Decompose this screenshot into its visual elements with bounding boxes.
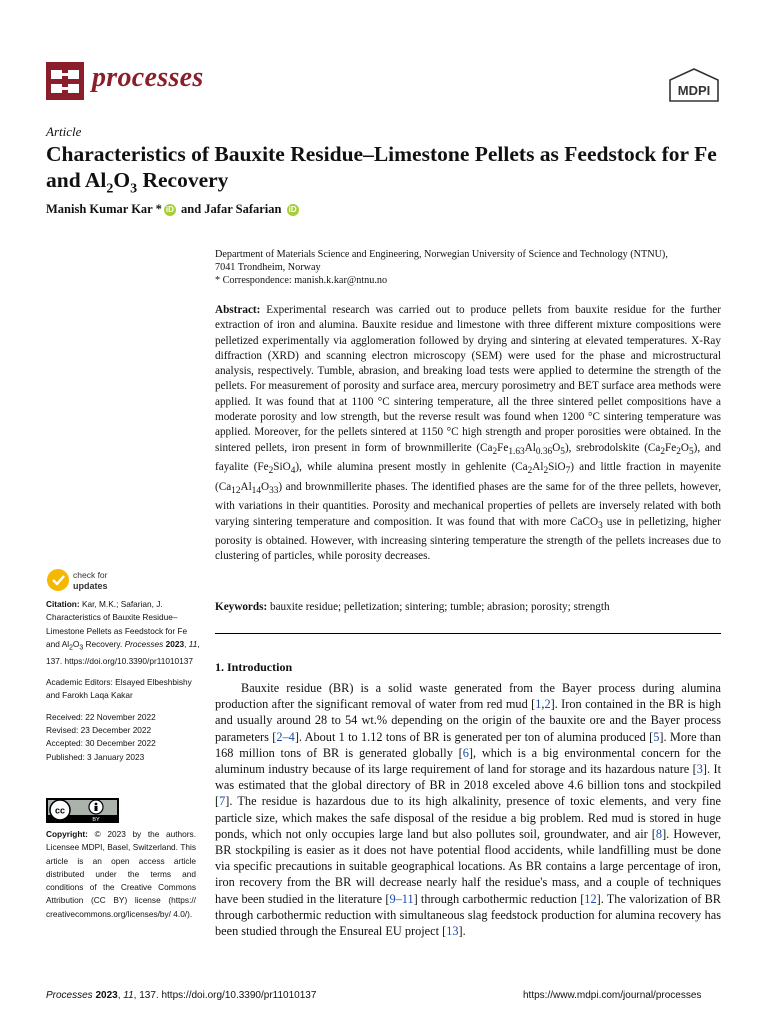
paper-title: Characteristics of Bauxite Residue–Limestone Pellets as Feedstock for Fe and $Al_2O_3$ Recovery: [46, 142, 717, 197]
section-heading: 1. Introduction: [215, 660, 293, 674]
orcid-icon[interactable]: iD: [165, 205, 174, 214]
revised-date: Revised: 23 December 2022: [46, 725, 152, 736]
ref-link[interactable]: 3: [696, 762, 703, 777]
publisher-name: MDPI: [677, 83, 711, 98]
citation: Citation: Kar, M.K.; Safarian, J. Characteristics of Bauxite Residue–Limestone Pellets as Feedstock for Fe and $Al_2O_3$ Recovery. Processes 2023, 11, 137. https://doi.org/10.3390/pr11010137: [46, 599, 200, 666]
updates-line-2: updates: [73, 581, 108, 591]
cc-by-license-badge[interactable]: [46, 798, 119, 823]
author-1[interactable]: Manish Kumar Kar *: [46, 202, 162, 216]
accepted-date: Accepted: 30 December 2022: [46, 738, 156, 749]
updates-line-1: check for: [73, 570, 108, 580]
keywords: Keywords: bauxite residue; pelletization; sintering; tumble; abrasion; porosity; strength: [215, 601, 610, 613]
academic-editors: Academic Editors: Elsayed Elbeshbishy and Farokh Laqa Kakar: [46, 677, 192, 701]
copyright-notice: Copyright: © 2023 by the authors. Licensee MDPI, Basel, Switzerland. This article is an open access article distributed under the terms and conditions of the Creative Commons Attribution (CC BY) license (https:// creativecommons.org/licenses/by/ 4.0/).: [46, 829, 196, 919]
mdpi-logo: [667, 68, 721, 102]
orcid-icon[interactable]: iD: [288, 205, 297, 214]
ref-link[interactable]: 6: [462, 745, 469, 760]
ref-link[interactable]: 13: [446, 924, 459, 939]
ref-link[interactable]: 5: [653, 729, 660, 744]
svg-text:cc: cc: [54, 805, 66, 816]
ref-link[interactable]: 12: [584, 891, 597, 906]
footer-citation: Processes 2023, 11, 137. https://doi.org/10.3390/pr11010137: [46, 990, 317, 1001]
ref-link[interactable]: 2: [544, 697, 551, 712]
article-info-sidebar: [46, 598, 201, 764]
abstract: Abstract: Experimental research was carried out to produce pellets from bauxite residue for the further extraction of iron and alumina. Bauxite residue and limestone with three different mixture compositions were pelletized experimentally via agglomeration followed by drying and sintering at elevated temperatures. X-Ray diffraction (XRD) and scanning electron microscopy (SEM) were used for the phase and microstructural analysis, respectively. Tumble, abrasion, and breaking load tests were applied to determine the strength of the pellets. For measurement of porosity and surface area, mercury porosimetry and BET surface area methods were applied. It was found that at 1100 °C sintering temperature, all the three sintered pellet compositions have a moderate porosity and low strength, but the reverse result was found when 1200 °C sintering temperature was applied. Moreover, for the pellets sintered at 1150 °C high strength and proper porosities were obtained. In the sintered pellets, iron present in form of brownmillerite $(Ca_2Fe_{1.63}Al_{0.36}O_5)$, srebrodolskite $(Ca_2Fe_2O_5)$, and fayalite $(Fe_2SiO_4)$, while alumina present mostly in gehlenite $(Ca_2Al_2SiO_7)$ and little fraction in mayenite $(Ca_{12}Al_{14}O_{33})$ and brownmillerite phases. The identified phases are the same for of the three pellets, however, with variations in their quantities. Porosity and mechanical properties of pellets are inversely related with both varying sintering temperature and composition. It was found that with more CaCO$_3$ use in pelletizing, higher porosity is obtained. However, with increasing sintering temperature the strength of the pellets increases due to clustering of particles, while porosity decreases.: [215, 304, 721, 563]
check-for-updates-badge[interactable]: [46, 567, 166, 593]
ref-link[interactable]: 2–4: [276, 729, 295, 744]
received-date: Received: 22 November 2022: [46, 711, 156, 722]
svg-text:BY: BY: [92, 817, 100, 823]
ref-link[interactable]: 7: [219, 794, 226, 809]
ref-link[interactable]: 8: [655, 826, 663, 841]
article-type: Article: [46, 124, 82, 139]
introduction-body: Bauxite residue (BR) is a solid waste generated from the Bayer process during alumina production after the significant removal of water from red mud [1,2]. Iron contained in the BR is high and usually around 28 to 54 wt.% depending on the origin of the bauxite ore and the Bayer process parameters [2–4]. About 1 to 1.12 tons of BR is generated per ton of alumina produced [5]. More than 168 million tons of BR is generated globally [6], which is a big environmental concern for the aluminum industry because of its large requirement of land for storage and its hazardous nature [3]. It was estimated that the global directory of BR in 2018 exceled above 4.6 billion tons and stockpiled [7]. The residue is hazardous due to its high alkalinity, presence of toxic elements, and very fine particle size, which makes the safe disposal of the residue a big problem. Red mud is stored in huge ponds, which not only occupies large land but also pollutes soil, groundwater, and air [8]. However, BR stockpiling is easier as it does not have potential flood accidents, while landfilling must be done via specific precautions in suitable geographical locations. As BR contains a large percentage of iron, iron recovery from the BR will decrease nearly half the residue's mass, and a couple of techniques have been studied in the literature [9–11] through carbothermic reduction [12]. The valorization of BR through carbothermic reduction with simultaneous slag feedstock production for alumina recovery has been studied through the Ensureal EU project [13].: [215, 681, 722, 939]
author-2[interactable]: Jafar Safarian: [204, 202, 282, 216]
journal-logo: [46, 62, 84, 100]
check-icon: [47, 569, 69, 591]
affiliation: Department of Materials Science and Engineering, Norwegian University of Science and Technology (NTNU), 7041 Trondheim, Norway * Correspondence: manish.k.kar@ntnu.no: [215, 249, 668, 286]
author-list: Manish Kumar Kar * iD and Jafar Safarian iD: [46, 202, 297, 216]
ref-link[interactable]: 1: [535, 697, 542, 712]
journal-name: processes: [92, 62, 204, 93]
footer-journal-url[interactable]: https://www.mdpi.com/journal/processes: [523, 990, 702, 1001]
section-divider: [215, 633, 721, 634]
ref-link[interactable]: 9–11: [389, 891, 414, 906]
published-date: Published: 3 January 2023: [46, 751, 145, 762]
